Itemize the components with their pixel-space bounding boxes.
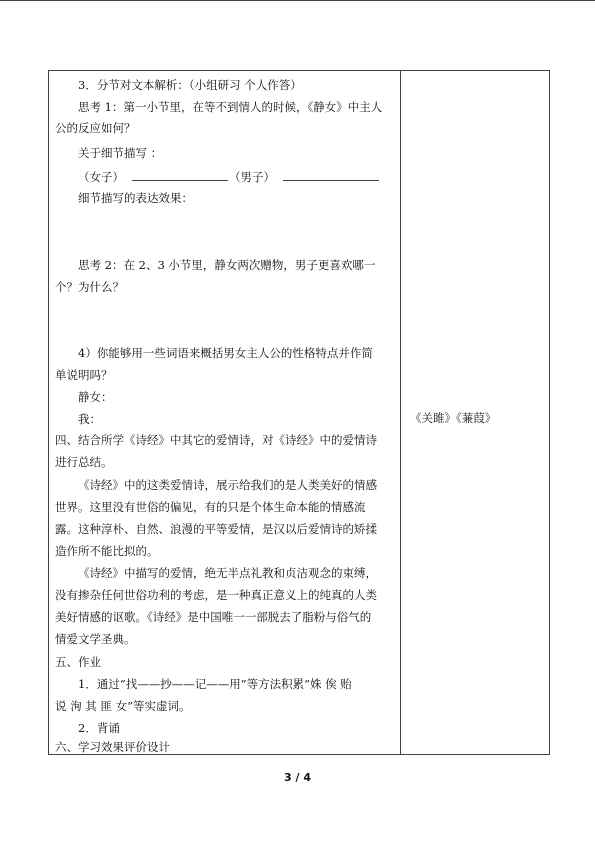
para2-line2: 没有掺杂任何世俗功利的考虑，是一种真正意义上的纯真的人类 [55, 588, 377, 602]
hw1-line1: 1．通过“找——抄——记——用”等方法积累“姝 俟 贻 [78, 677, 352, 691]
male-answer-blank[interactable] [283, 169, 379, 181]
think2-line1: 思考 2：在 2、3 小节里，静女两次赠物，男子更喜欢哪一 [78, 258, 376, 272]
female-label: （女子） [78, 170, 124, 184]
section4-line1: 四、结合所学《诗经》中其它的爱情诗，对《诗经》中的爱情诗 [55, 433, 377, 447]
section6-heading: 六、学习效果评价设计 [55, 740, 170, 754]
para1-line4: 造作所不能比拟的。 [55, 544, 159, 558]
hw1-line2: 说 洵 其 匪 女”等实虚词。 [55, 699, 191, 713]
wo-label: 我： [78, 412, 101, 426]
header-rule [0, 0, 595, 1]
lesson-table [48, 70, 550, 755]
detail-heading: 关于细节描写 ： [78, 146, 163, 160]
think2-line2: 个？为什么？ [55, 280, 124, 294]
section5-heading: 五、作业 [55, 655, 101, 669]
para2-line4: 情爱文学圣典。 [55, 632, 136, 646]
q4-line2: 单说明吗？ [55, 368, 113, 382]
hw2: 2．背诵 [78, 721, 120, 735]
reference-column [401, 71, 549, 754]
para2-line1: 《诗经》中描写的爱情，绝无半点礼教和贞洁观念的束缚， [78, 566, 377, 580]
reference-poems: 《关雎》《蒹葭》 [410, 411, 497, 425]
para1-line1: 《诗经》中的这类爱情诗，展示给我们的是人类美好的情感 [78, 478, 377, 492]
male-blank-row [229, 169, 379, 185]
section4-line2: 进行总结。 [55, 455, 113, 469]
male-label: （男子） [229, 170, 275, 184]
section3-heading: 3．分节对文本解析：（小组研习 个人作答） [78, 78, 302, 92]
think1-line1: 思考 1：第一小节里，在等不到情人的时候，《静女》中主人 [78, 100, 383, 114]
para1-line2: 世界。这里没有世俗的偏见，有的只是个体生命本能的情感流 [55, 500, 366, 514]
female-answer-blank[interactable] [132, 169, 228, 181]
female-blank-row [78, 169, 228, 185]
jingnv-label: 静女： [78, 390, 113, 404]
para2-line3: 美好情感的讴歌。《诗经》是中国唯一一部脱去了脂粉与俗气的 [55, 610, 372, 624]
lesson-content-column [49, 71, 400, 754]
page-number: 3 / 4 [284, 771, 311, 784]
think1-line2: 公的反应如何？ [55, 121, 136, 135]
para1-line3: 露。这种淳朴、自然、浪漫的平等爱情，是汉以后爱情诗的矫揉 [55, 522, 377, 536]
q4-line1: 4）你能够用一些词语来概括男女主人公的性格特点并作简 [78, 346, 373, 360]
detail-effect: 细节描写的表达效果： [78, 191, 193, 205]
